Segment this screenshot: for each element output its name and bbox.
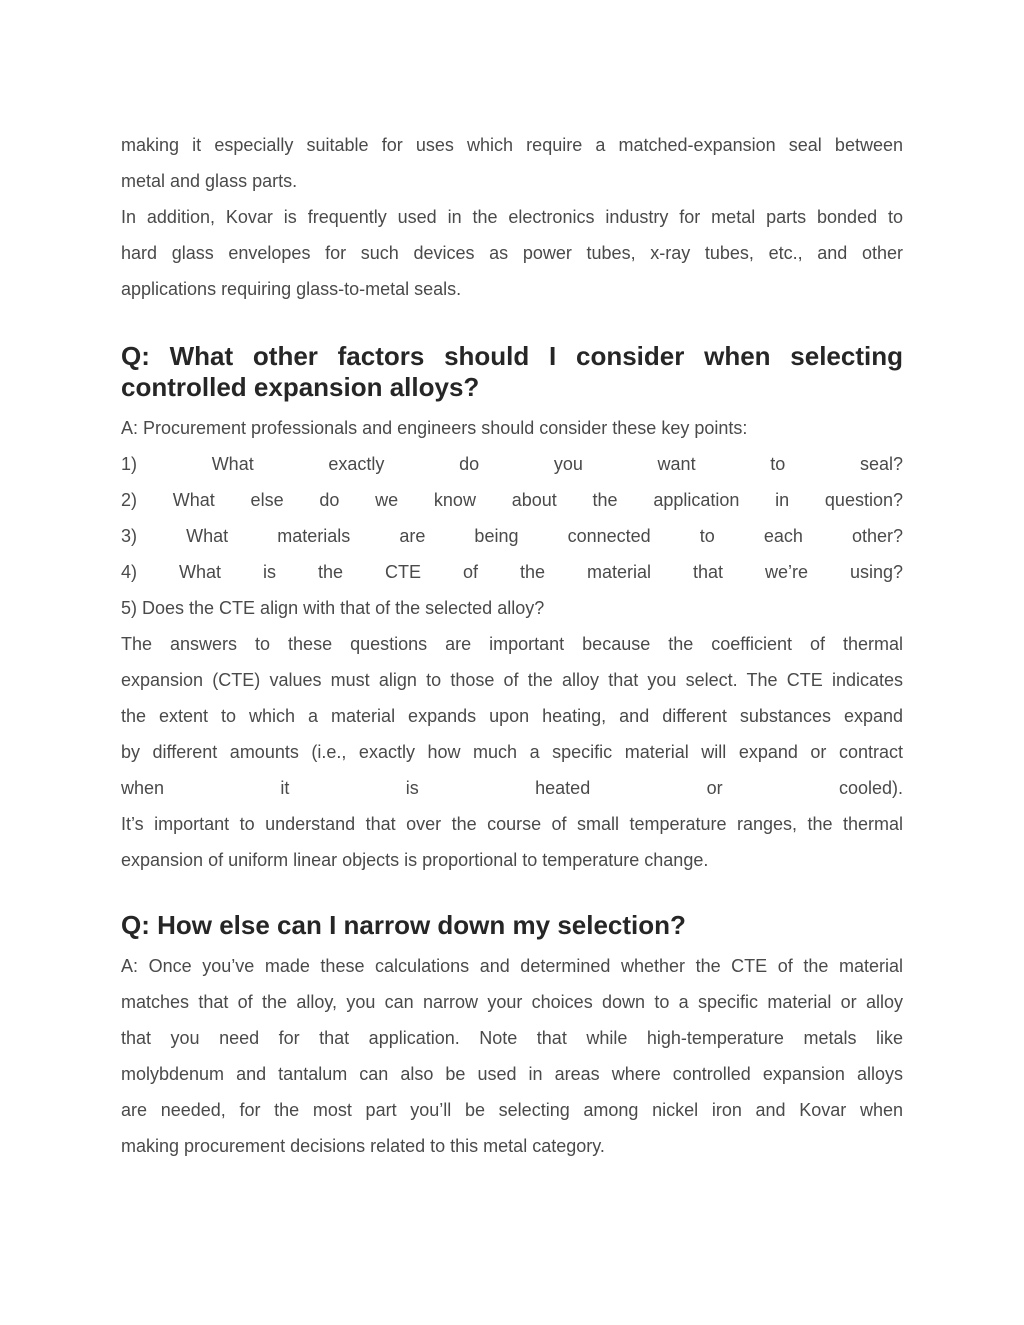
document-page xyxy=(121,127,903,1164)
section-narrow-down-body xyxy=(121,948,903,1164)
intro-paragraphs xyxy=(121,127,903,307)
intro-line: In addition, Kovar is frequently used in the electronics industry for metal parts bonded to xyxy=(121,207,903,227)
answer-intro: A: Procurement professionals and engineers should consider these key points: xyxy=(121,418,748,438)
intro-line: metal and glass parts. xyxy=(121,171,298,191)
body-line: by different amounts (i.e., exactly how much a specific material will expand or contract xyxy=(121,742,903,762)
key-point: 3) What materials are being connected to each other? xyxy=(121,526,903,546)
section-factors-body xyxy=(121,410,903,878)
heading-line: Q: How else can I narrow down my selection? xyxy=(121,910,686,940)
key-point: 4) What is the CTE of the material that we’re using? xyxy=(121,562,903,582)
section-heading-narrow-down xyxy=(121,910,903,941)
body-line: expansion (CTE) values must align to those of the alloy that you select. The CTE indicates xyxy=(121,670,903,690)
body-line: the extent to which a material expands upon heating, and different substances expand xyxy=(121,706,903,726)
body-line: It’s important to understand that over the course of small temperature ranges, the thermal xyxy=(121,814,903,834)
heading-line: Q: What other factors should I consider when selecting xyxy=(121,341,903,371)
body-line: when it is heated or cooled). xyxy=(121,778,903,798)
body-line: that you need for that application. Note that while high-temperature metals like xyxy=(121,1028,903,1048)
intro-line: hard glass envelopes for such devices as power tubes, x-ray tubes, etc., and other xyxy=(121,243,903,263)
body-line: A: Once you’ve made these calculations and determined whether the CTE of the material xyxy=(121,956,903,976)
key-point: 2) What else do we know about the application in question? xyxy=(121,490,903,510)
heading-line: controlled expansion alloys? xyxy=(121,372,480,402)
section-heading-factors xyxy=(121,341,903,403)
intro-line: applications requiring glass-to-metal seals. xyxy=(121,279,462,299)
body-line: expansion of uniform linear objects is proportional to temperature change. xyxy=(121,850,709,870)
body-line: The answers to these questions are important because the coefficient of thermal xyxy=(121,634,903,654)
body-line: matches that of the alloy, you can narrow your choices down to a specific material or alloy xyxy=(121,992,903,1012)
body-line: molybdenum and tantalum can also be used in areas where controlled expansion alloys xyxy=(121,1064,903,1084)
key-point: 5) Does the CTE align with that of the selected alloy? xyxy=(121,598,545,618)
key-point: 1) What exactly do you want to seal? xyxy=(121,454,903,474)
intro-line: making it especially suitable for uses which require a matched-expansion seal between xyxy=(121,135,903,155)
body-line: making procurement decisions related to this metal category. xyxy=(121,1136,605,1156)
body-line: are needed, for the most part you’ll be selecting among nickel iron and Kovar when xyxy=(121,1100,903,1120)
